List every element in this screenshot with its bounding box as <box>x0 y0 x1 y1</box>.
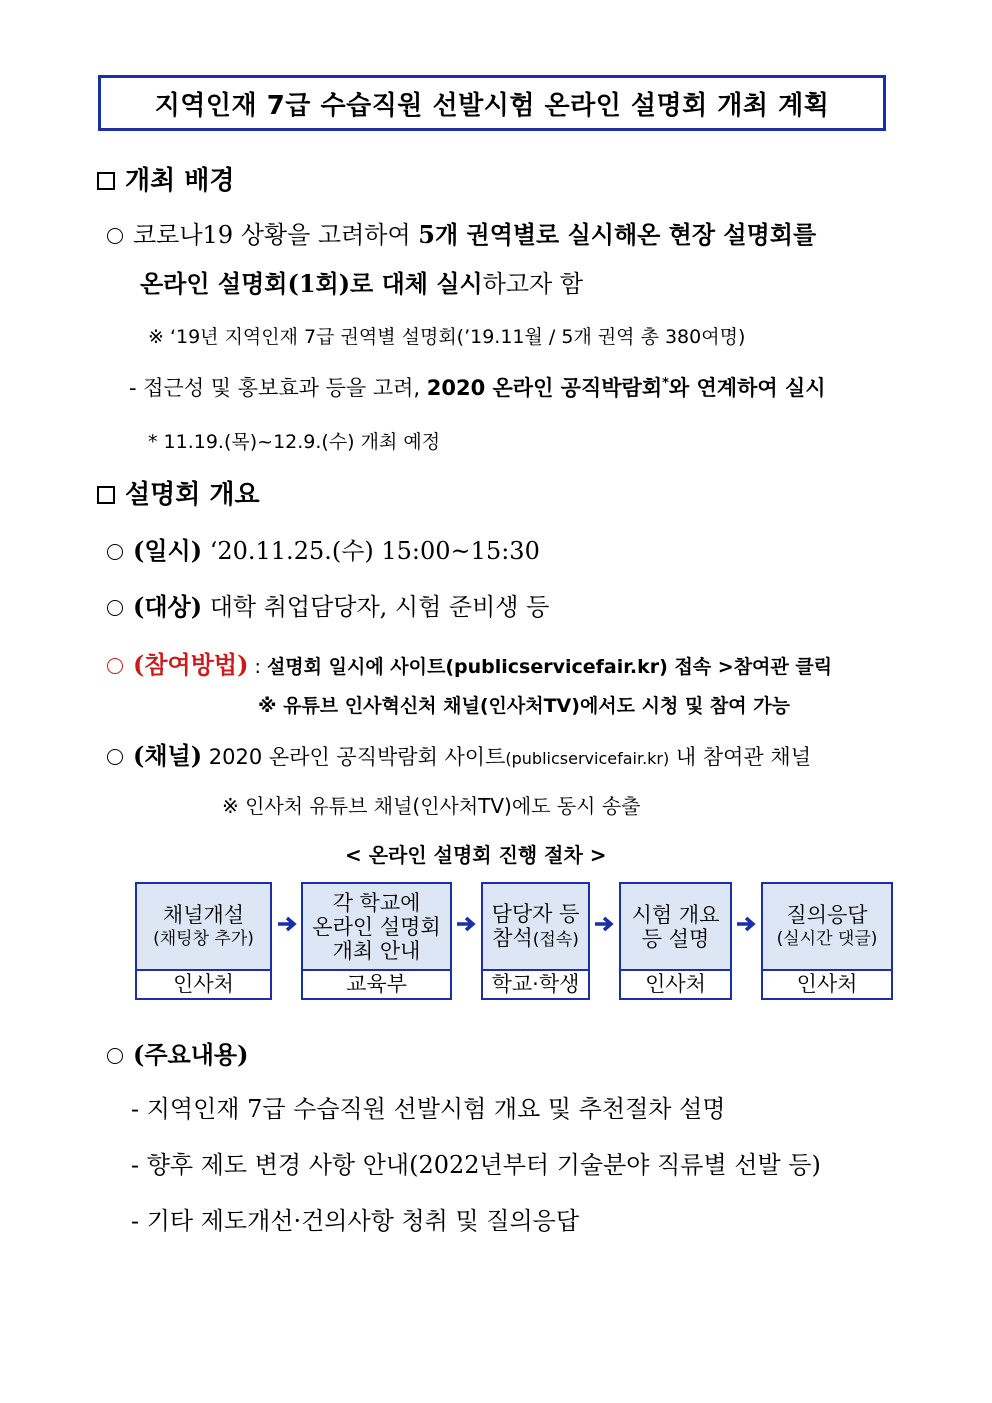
method-value: 설명회 일시에 사이트(publicservicefair.kr) 접속 >참여관 클릭 <box>266 656 833 678</box>
circle-bullet-icon <box>107 749 123 765</box>
step-line2: (채팅창 추가) <box>153 928 254 949</box>
contents-heading <box>107 1035 248 1070</box>
step-owner: 학교·학생 <box>491 971 580 996</box>
method-note-text: ※ 유튜브 인사혁신처 채널(인사처TV)에서도 시청 및 참여 가능 <box>258 695 790 717</box>
step-owner: 인사처 <box>173 971 234 996</box>
bg-p1-b: 5개 권역별로 실시해온 현장 설명회를 <box>418 220 817 249</box>
procedure-title-text: < 온라인 설명회 진행 절차 > <box>345 843 607 867</box>
step-content <box>137 884 270 971</box>
step-owner: 인사처 <box>645 971 706 996</box>
circle-bullet-icon <box>107 600 123 616</box>
contents-item <box>131 1201 579 1236</box>
circle-bullet-icon <box>107 228 123 244</box>
step-content <box>483 884 588 971</box>
contents-item-text: - 향후 제도 변경 사항 안내(2022년부터 기술분야 직류별 선발 등) <box>131 1151 821 1179</box>
background-footnote <box>148 427 440 454</box>
background-dash-line <box>129 372 826 402</box>
procedure-flow <box>0 882 992 1002</box>
bg-dash-b: 2020 온라인 공직박람회 <box>426 376 663 400</box>
step-line1: 채널개설 <box>162 902 245 927</box>
background-paragraph-line2 <box>140 264 583 299</box>
bg-dash-c: 와 연계하여 실시 <box>668 376 826 400</box>
circle-bullet-icon <box>107 658 123 674</box>
bg-note-text: ※ ‘19년 지역인재 7급 권역별 설명회(’19.11월 / 5개 권역 총 380여명) <box>148 326 746 348</box>
right-arrow-icon <box>455 914 479 934</box>
step-owner: 인사처 <box>796 971 858 996</box>
step-line2: (실시간 댓글) <box>776 928 878 949</box>
step-owner: 교육부 <box>346 971 407 996</box>
contents-label: (주요내용) <box>133 1040 249 1069</box>
procedure-step-1 <box>135 882 272 1000</box>
contents-item <box>131 1089 725 1124</box>
bg-p1-a: 코로나19 상황을 고려하여 <box>133 221 419 249</box>
channel-note <box>222 790 641 819</box>
bg-p1-c: 온라인 설명회(1회)로 대체 실시 <box>140 269 483 298</box>
step-content <box>763 884 891 971</box>
right-arrow-icon <box>735 914 759 934</box>
step-line1: 담당자 등 <box>491 901 580 926</box>
date-value: ‘20.11.25.(수) 15:00~15:30 <box>202 537 540 565</box>
overview-date <box>107 531 540 566</box>
step-line2: 등 설명 <box>641 926 710 951</box>
step-line2: 참석 <box>492 925 533 950</box>
method-note <box>258 691 790 718</box>
step-content <box>303 884 450 971</box>
section-heading-background <box>97 160 235 197</box>
method-label: (참여방법) <box>133 650 249 679</box>
channel-url: (publicservicefair.kr) <box>505 749 670 768</box>
contents-item-text: - 지역인재 7급 수습직원 선발시험 개요 및 추천절차 설명 <box>131 1095 726 1123</box>
overview-method <box>107 645 832 680</box>
procedure-step-2 <box>301 882 452 1000</box>
overview-target <box>107 587 549 622</box>
bg-dash-a: - 접근성 및 홍보효과 등을 고려, <box>129 376 427 400</box>
bg-p1-d: 하고자 함 <box>482 270 584 298</box>
channel-note-text: ※ 인사처 유튜브 채널(인사처TV)에도 동시 송출 <box>222 794 641 818</box>
procedure-title <box>345 839 607 868</box>
target-label: (대상) <box>133 592 203 621</box>
target-value: 대학 취업담당자, 시험 준비생 등 <box>202 593 550 621</box>
right-arrow-icon <box>276 914 300 934</box>
circle-bullet-icon <box>107 544 123 560</box>
circle-bullet-icon <box>107 1048 123 1064</box>
procedure-step-5 <box>761 882 893 1000</box>
overview-channel <box>107 736 811 771</box>
section-heading-overview <box>97 474 260 511</box>
footnote-marker: * <box>662 376 669 391</box>
step-line1: 각 학교에 <box>332 890 421 915</box>
step-line3: 개최 안내 <box>332 938 421 963</box>
right-arrow-icon <box>593 914 617 934</box>
contents-item-text: - 기타 제도개선·건의사항 청취 및 질의응답 <box>131 1207 580 1235</box>
procedure-step-4 <box>619 882 732 1000</box>
method-separator: : <box>248 656 267 678</box>
contents-item <box>131 1145 821 1180</box>
procedure-step-3 <box>481 882 590 1000</box>
step-line2: 온라인 설명회 <box>312 914 441 939</box>
step-line1: 질의응답 <box>786 902 868 927</box>
background-paragraph-line1 <box>107 215 816 250</box>
date-label: (일시) <box>133 536 203 565</box>
bg-footnote-text: * 11.19.(목)~12.9.(수) 개최 예정 <box>148 431 441 453</box>
checkbox-square-icon <box>97 172 115 190</box>
background-note <box>148 322 745 349</box>
section-heading-text: 설명회 개요 <box>125 480 260 510</box>
document-title-text: 지역인재 7급 수습직원 선발시험 온라인 설명회 개최 계획 <box>154 90 830 121</box>
checkbox-square-icon <box>97 486 115 504</box>
step-content <box>621 884 730 971</box>
document-title <box>98 75 886 131</box>
channel-label: (채널) <box>133 741 203 770</box>
channel-a: 2020 온라인 공직박람회 사이트 <box>202 745 506 769</box>
step-line1: 시험 개요 <box>631 902 720 927</box>
step-line3: (접속) <box>532 929 579 950</box>
section-heading-text: 개최 배경 <box>125 166 235 196</box>
channel-b: 내 참여관 채널 <box>669 745 811 769</box>
